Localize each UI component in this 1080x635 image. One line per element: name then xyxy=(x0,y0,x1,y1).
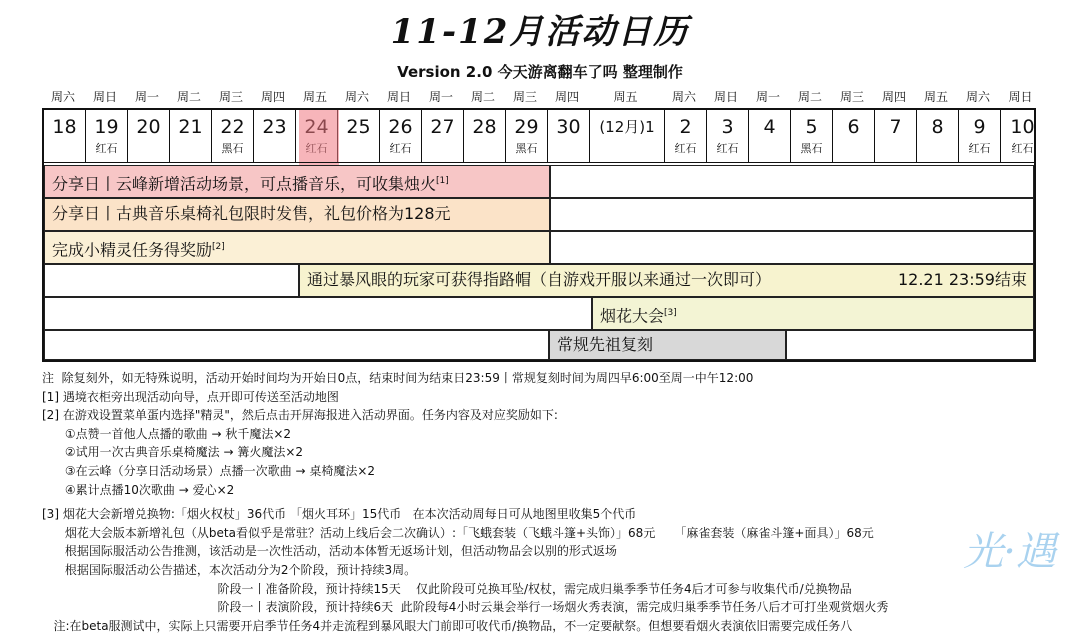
day-note: 黑石 xyxy=(221,142,244,155)
day-number: 10 xyxy=(1010,116,1035,138)
weekday-label: 周二 xyxy=(176,90,201,104)
day-cell xyxy=(506,110,548,162)
day-cell xyxy=(665,110,707,162)
event-row-bg xyxy=(44,264,299,297)
day-note: 红石 xyxy=(1011,142,1034,155)
footnote-line: 根据国际服活动公告描述，本次活动分为2个阶段，预计持续3周。 xyxy=(42,562,417,577)
event-bar-eye-of-eden-hat xyxy=(299,264,1034,297)
event-row-bg xyxy=(550,231,1034,264)
event-bar-spirit-quest xyxy=(44,231,550,264)
day-cell xyxy=(707,110,749,162)
day-cell xyxy=(833,110,875,162)
day-number: (12月)1 xyxy=(599,118,655,136)
day-cell xyxy=(959,110,1001,162)
event-ref: [3] xyxy=(664,308,677,318)
day-cell xyxy=(917,110,959,162)
weekday-label: 周日 xyxy=(386,90,411,104)
footnote-line: 阶段一丨准备阶段，预计持续15天 仅此阶段可兑换耳坠/权杖，需完成归巢季季节任务4后才可参与收集代币/兑换物品 xyxy=(42,581,852,596)
weekday-label: 周三 xyxy=(839,90,864,104)
day-number: 22 xyxy=(220,116,245,138)
event-bar-share-day-furniture xyxy=(44,198,550,231)
day-number: 3 xyxy=(721,116,734,138)
day-cell xyxy=(1001,110,1044,162)
footnote-line: [2] 在游戏设置菜单蛋内选择"精灵"，然后点击开屏海报进入活动界面。任务内容及对应奖励如下: xyxy=(42,408,558,423)
day-cell xyxy=(338,110,380,162)
day-number: 26 xyxy=(388,116,413,138)
day-number: 28 xyxy=(472,116,497,138)
day-number: 19 xyxy=(94,116,119,138)
footnote-line: 根据国际服活动公告推测，该活动是一次性活动，活动本体暂无返场计划，但活动物品会以别的形式返场 xyxy=(42,544,617,559)
weekday-label: 周六 xyxy=(965,90,990,104)
day-number: 4 xyxy=(763,116,776,138)
event-row-bg xyxy=(44,297,592,330)
weekday-label: 周五 xyxy=(923,90,948,104)
day-cell xyxy=(791,110,833,162)
day-cell xyxy=(212,110,254,162)
day-note: 红石 xyxy=(95,142,118,155)
footnote-line: ①点赞一首他人点播的歌曲 → 秋千魔法×2 xyxy=(42,426,292,441)
day-number: 30 xyxy=(556,116,581,138)
weekday-label: 周一 xyxy=(428,90,453,104)
weekday-label: 周四 xyxy=(881,90,906,104)
day-cell xyxy=(380,110,422,162)
day-cell xyxy=(548,110,590,162)
event-row-bg xyxy=(550,198,1034,231)
calendar-grid xyxy=(42,108,1036,362)
day-number: 7 xyxy=(889,116,902,138)
day-cell xyxy=(749,110,791,162)
day-cell xyxy=(44,110,86,162)
event-label: 常规先祖复刻 xyxy=(557,335,654,354)
footnote-line: ③在云峰（分享日活动场景）点播一次歌曲 → 桌椅魔法×2 xyxy=(42,463,376,478)
weekday-label: 周日 xyxy=(1008,90,1033,104)
event-label: 通过暴风眼的玩家可获得指路帽（自游戏开服以来通过一次即可） xyxy=(307,270,772,289)
weekday-label: 周二 xyxy=(797,90,822,104)
day-number: 5 xyxy=(805,116,818,138)
day-cell xyxy=(254,110,296,162)
day-number: 27 xyxy=(430,116,455,138)
weekday-header-row xyxy=(42,88,1036,106)
footnotes xyxy=(42,369,1042,635)
weekday-label: 周一 xyxy=(134,90,159,104)
event-bar-share-day-scene xyxy=(44,165,550,198)
event-ref: [2] xyxy=(212,242,225,252)
footnote-line: 阶段一丨表演阶段，预计持续6天 此阶段每4小时云巢会举行一场烟火秀表演，需完成归巢季季节任务八后才可打坐观赏烟火秀 xyxy=(42,600,889,615)
page-subtitle: Version 2.0 今天游离翻车了吗 整理制作 xyxy=(397,63,683,81)
event-bar-traveling-spirit xyxy=(549,330,786,360)
event-ref: [1] xyxy=(436,176,449,186)
day-number: 8 xyxy=(931,116,944,138)
weekday-label: 周日 xyxy=(713,90,738,104)
weekday-label: 周二 xyxy=(470,90,495,104)
day-cell xyxy=(170,110,212,162)
weekday-label: 周三 xyxy=(218,90,243,104)
day-number: 6 xyxy=(847,116,860,138)
day-cell xyxy=(422,110,464,162)
footnote-line: 注 除复刻外，如无特殊说明，活动开始时间均为开始日0点，结束时间为结束日23:59丨常规复刻时间为周四早6:00至周一中午12:00 xyxy=(42,371,754,385)
event-label: 完成小精灵任务得奖励 xyxy=(52,240,213,260)
day-number: 9 xyxy=(973,116,986,138)
event-label: 分享日丨古典音乐桌椅礼包限时发售，礼包价格为128元 xyxy=(52,204,451,223)
event-row-bg xyxy=(786,330,1034,360)
footnote-line: 烟花大会版本新增礼包（从beta看似乎是常驻？活动上线后会二次确认）:「飞蛾套装（飞蛾斗篷+头饰）」68元 「麻雀套装（麻雀斗篷+面具）」68元 xyxy=(42,525,874,540)
weekday-label: 周五 xyxy=(302,90,327,104)
day-note: 红石 xyxy=(716,142,739,155)
footnote-line: 注:在beta服测试中，实际上只需要开启季节任务4并走流程到暴风眼大门前即可收代币/换物品，不一定要献祭。但想要看烟火表演依旧需要完成任务八 xyxy=(42,618,853,633)
day-number: 18 xyxy=(52,116,77,138)
event-row-bg xyxy=(550,165,1034,198)
day-number: 20 xyxy=(136,116,161,138)
event-end-time: 12.21 23:59结束 xyxy=(897,270,1027,289)
day-note: 黑石 xyxy=(800,142,823,155)
weekday-label: 周三 xyxy=(512,90,537,104)
weekday-label: 周六 xyxy=(671,90,696,104)
event-label: 烟花大会 xyxy=(600,306,665,326)
day-number: 29 xyxy=(514,116,539,138)
day-note: 红石 xyxy=(389,142,412,155)
weekday-label: 周六 xyxy=(344,90,369,104)
weekday-label: 周六 xyxy=(50,90,75,104)
footnote-line: [3] 烟花大会新增兑换物:「烟火权杖」36代币 「烟火耳环」15代币 在本次活动周每日可从地图里收集5个代币 xyxy=(42,507,637,522)
grid-divider xyxy=(44,162,1034,163)
day-cell xyxy=(464,110,506,162)
event-row-bg xyxy=(44,330,549,360)
watermark-logo: 光·遇 xyxy=(963,529,1056,575)
weekday-label: 周四 xyxy=(554,90,579,104)
day-note: 红石 xyxy=(968,142,991,155)
weekday-label: 周一 xyxy=(755,90,780,104)
day-cell xyxy=(128,110,170,162)
day-cell xyxy=(86,110,128,162)
footnote-line: ②试用一次古典音乐桌椅魔法 → 篝火魔法×2 xyxy=(42,445,304,460)
event-label: 分享日丨云峰新增活动场景，可点播音乐，可收集烛火 xyxy=(52,174,437,194)
page-title: 11-12月活动日历 xyxy=(390,12,690,52)
day-number: 2 xyxy=(679,116,692,138)
day-note: 红石 xyxy=(674,142,697,155)
footnote-line: ④累计点播10次歌曲 → 爱心×2 xyxy=(42,482,235,497)
footnote-line: [1] 遇境衣柜旁出现活动向导，点开即可传送至活动地图 xyxy=(42,389,339,404)
day-number: 23 xyxy=(262,116,287,138)
day-number: 21 xyxy=(178,116,203,138)
day-cell xyxy=(590,110,665,162)
day-cell xyxy=(875,110,917,162)
event-bar-fireworks-festival xyxy=(592,297,1034,330)
weekday-label: 周日 xyxy=(92,90,117,104)
weekday-label: 周五 xyxy=(613,90,638,104)
day-note: 黑石 xyxy=(515,142,538,155)
weekday-label: 周四 xyxy=(260,90,285,104)
day-number: 25 xyxy=(346,116,371,138)
